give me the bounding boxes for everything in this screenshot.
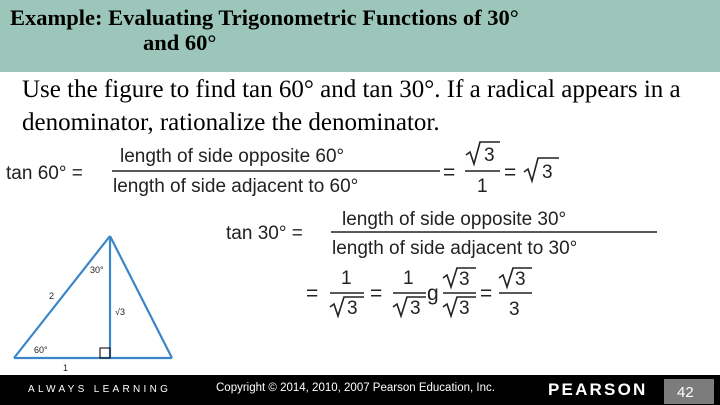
triangle-altitude-label: √3 <box>115 307 125 317</box>
eq2-numerator: length of side opposite 30° <box>342 209 567 230</box>
footer-tagline: ALWAYS LEARNING <box>28 384 172 395</box>
eq2-f1-radicand: 3 <box>347 298 358 319</box>
eq2-f3-den-radicand: 3 <box>459 298 470 319</box>
title-banner <box>0 0 720 72</box>
right-angle-marker <box>100 348 110 358</box>
eq1-equals-2: = <box>504 161 517 184</box>
eq1-equals: = <box>443 161 456 184</box>
eq2-f4-num-radicand: 3 <box>515 269 526 290</box>
page-number-badge: 42 <box>664 379 714 404</box>
pearson-logo: PEARSON <box>548 380 648 399</box>
triangle-top-angle: 30° <box>90 265 104 275</box>
eq2-multiply-mark: g <box>427 282 439 305</box>
equation-tan-60 <box>0 140 600 202</box>
eq2-f1-numerator: 1 <box>341 268 352 289</box>
eq2-equals-3: = <box>480 282 493 305</box>
triangle-right-side <box>110 236 172 358</box>
eq1-radical-sign <box>466 142 500 164</box>
footer-bar <box>0 375 720 405</box>
eq2-equals-2: = <box>370 282 383 305</box>
slide-title <box>10 5 650 55</box>
triangle-figure <box>0 226 180 372</box>
eq1-numerator: length of side opposite 60° <box>120 146 345 167</box>
eq1-denominator: length of side adjacent to 60° <box>113 176 359 197</box>
eq2-f3-num-radicand: 3 <box>459 269 470 290</box>
eq2-lhs: tan 30° = <box>226 223 303 244</box>
eq2-denominator: length of side adjacent to 30° <box>332 238 578 259</box>
eq2-f4-denominator: 3 <box>509 299 520 320</box>
triangle-hypotenuse <box>14 236 110 358</box>
eq1-small-denominator: 1 <box>477 176 488 197</box>
eq2-f2-numerator: 1 <box>403 268 414 289</box>
title-line-2: and 60° <box>143 30 217 55</box>
footer-copyright: Copyright © 2014, 2010, 2007 Pearson Education, Inc. <box>216 382 495 394</box>
eq1-radicand: 3 <box>484 145 495 166</box>
instruction-text: Use the figure to find tan 60° and tan 30°. If a radical appears in a denominator, rationalize the denominator. <box>22 76 681 136</box>
title-line-1: Example: Evaluating Trigonometric Functions of 30° <box>10 5 519 30</box>
triangle-hypotenuse-label: 2 <box>49 291 55 301</box>
eq2-f2-radicand: 3 <box>410 298 421 319</box>
triangle-base-label: 1 <box>63 363 69 372</box>
eq1-result-radicand: 3 <box>542 162 553 183</box>
eq2-line2-equals: = <box>306 282 319 305</box>
eq1-lhs: tan 60° = <box>6 163 83 184</box>
triangle-bottom-angle: 60° <box>34 345 48 355</box>
